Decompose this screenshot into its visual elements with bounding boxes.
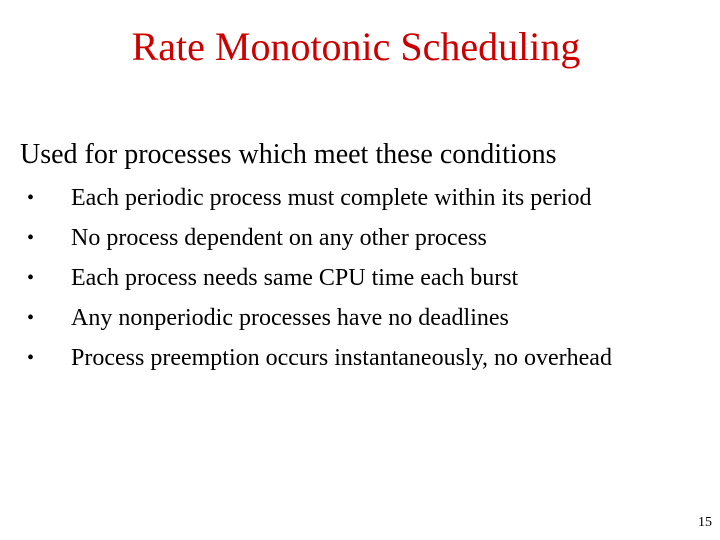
slide-title: Rate Monotonic Scheduling	[131, 24, 581, 69]
list-item	[0, 218, 631, 258]
list-item-text: Each process needs same CPU time each burst	[71, 265, 519, 291]
list-item	[0, 338, 631, 374]
bullet-icon: •	[27, 227, 35, 249]
condition-list	[0, 178, 631, 374]
list-item	[0, 298, 631, 338]
list-item-text: Each periodic process must complete within its period	[71, 185, 592, 211]
bullet-icon: •	[27, 267, 35, 289]
list-item-text: Process preemption occurs instantaneously, no overhead	[71, 345, 612, 371]
list-item	[0, 178, 631, 218]
page-number: 15	[698, 515, 712, 530]
list-item	[0, 258, 631, 298]
intro-text: Used for processes which meet these conditions	[20, 139, 557, 170]
list-item-text: No process dependent on any other process	[71, 225, 487, 251]
bullet-icon: •	[27, 187, 35, 209]
bullet-icon: •	[27, 307, 35, 329]
bullet-icon: •	[27, 347, 35, 369]
list-item-text: Any nonperiodic processes have no deadlines	[71, 305, 509, 331]
